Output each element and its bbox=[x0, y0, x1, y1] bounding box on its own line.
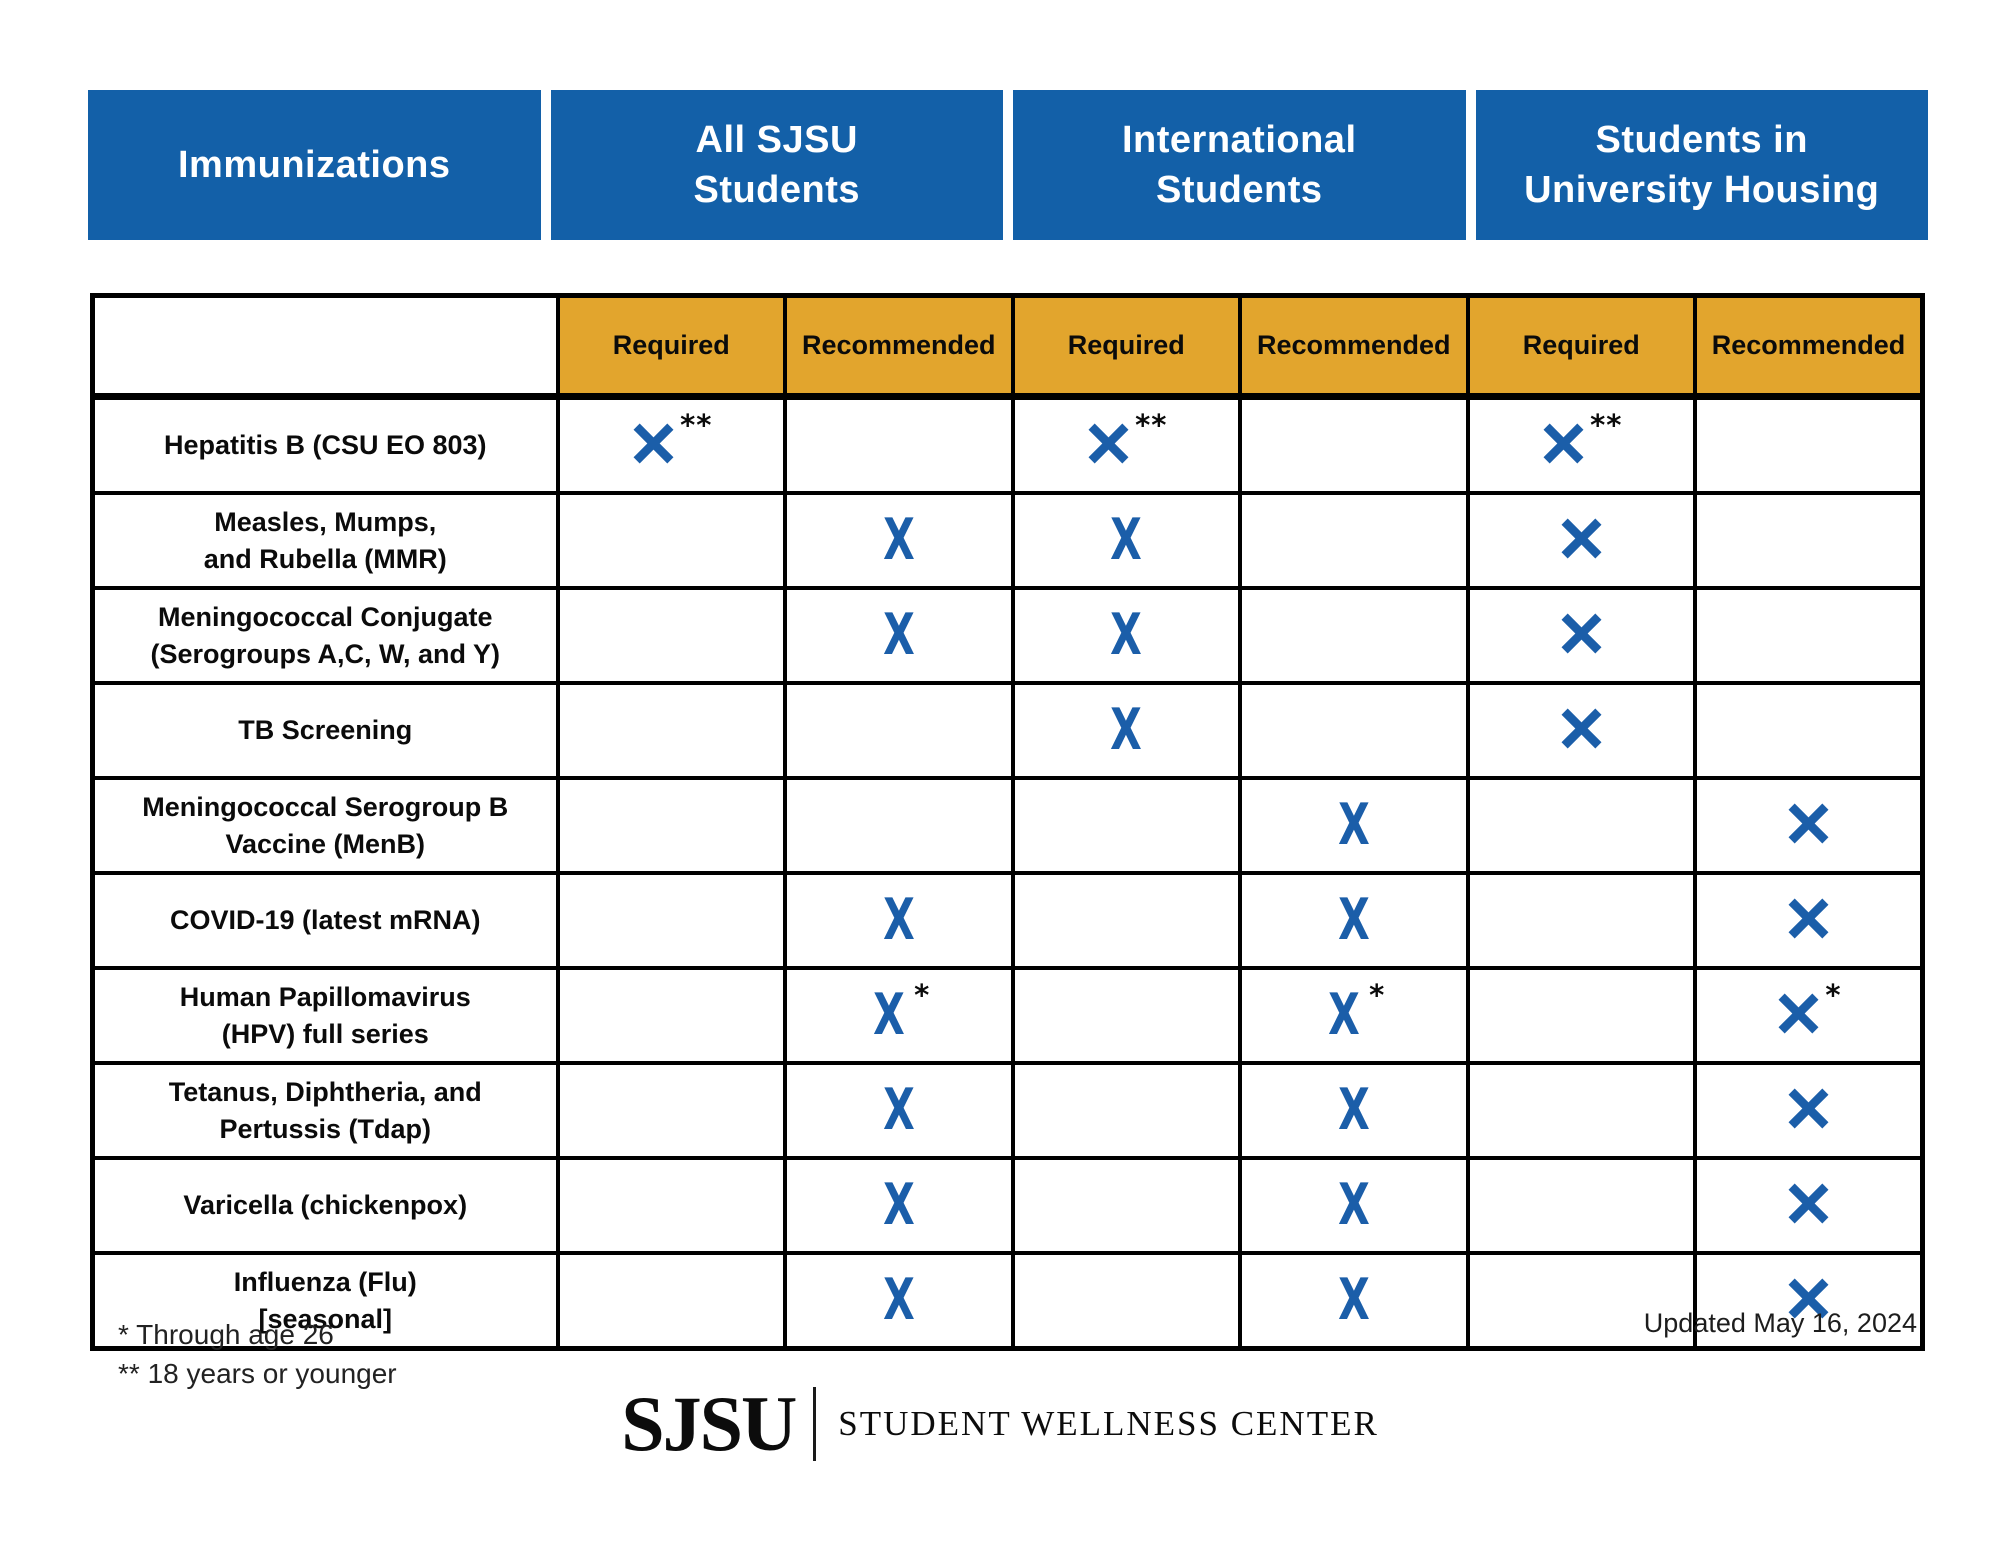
logo-divider bbox=[813, 1387, 816, 1461]
mark-cell bbox=[1013, 683, 1241, 778]
mark-cell bbox=[1468, 588, 1696, 683]
footnote-marker: * bbox=[914, 977, 931, 1012]
mark-cell bbox=[1240, 968, 1468, 1063]
row-label bbox=[93, 683, 558, 778]
heavy-x-icon bbox=[1558, 515, 1605, 562]
x-mark-icon bbox=[877, 601, 921, 668]
column-header-recommended-international: Recommended bbox=[1240, 296, 1468, 397]
row-label-line: COVID-19 (latest mRNA) bbox=[169, 905, 481, 936]
mark-cell bbox=[1240, 683, 1468, 778]
footnote-marker: ** bbox=[1590, 407, 1623, 442]
heavy-x-icon bbox=[1558, 610, 1605, 657]
mark-cell bbox=[1240, 1158, 1468, 1253]
mark-cell bbox=[1468, 1158, 1696, 1253]
mark-cell bbox=[558, 493, 786, 588]
mark-cell bbox=[1013, 1063, 1241, 1158]
narrow-x-icon: X bbox=[873, 981, 905, 1048]
narrow-x-icon: X bbox=[1337, 1266, 1370, 1333]
x-mark-icon bbox=[1540, 407, 1623, 467]
sjsu-wellness-logo bbox=[0, 1380, 2000, 1467]
table-row bbox=[93, 683, 1923, 778]
row-label-line: Vaccine (MenB) bbox=[225, 828, 426, 859]
banner-all-sjsu-students bbox=[551, 90, 1004, 240]
row-label-line: Meningococcal Serogroup B bbox=[142, 792, 509, 823]
banner-university-housing-students bbox=[1476, 90, 1929, 240]
narrow-x-icon: X bbox=[882, 1076, 915, 1143]
heavy-x-icon bbox=[1558, 705, 1605, 752]
mark-cell bbox=[785, 873, 1013, 968]
banner-label: All SJSU bbox=[695, 118, 858, 161]
x-mark-icon bbox=[1104, 506, 1148, 573]
footnote-marker: ** bbox=[680, 407, 713, 442]
mark-cell bbox=[1013, 588, 1241, 683]
narrow-x-icon: X bbox=[882, 601, 915, 668]
column-header-required-all: Required bbox=[558, 296, 786, 397]
x-mark-icon bbox=[1775, 977, 1842, 1037]
column-header-recommended-housing: Recommended bbox=[1695, 296, 1923, 397]
mark-cell bbox=[1240, 873, 1468, 968]
row-label bbox=[93, 873, 558, 968]
narrow-x-icon: X bbox=[1337, 886, 1370, 953]
table-row bbox=[93, 1063, 1923, 1158]
table-row bbox=[93, 873, 1923, 968]
banner-label: Students in bbox=[1595, 118, 1808, 161]
x-mark-icon bbox=[630, 407, 713, 467]
x-mark-icon bbox=[877, 1266, 921, 1333]
banner-label: International bbox=[1121, 118, 1357, 161]
row-label bbox=[93, 1063, 558, 1158]
narrow-x-icon: X bbox=[1337, 791, 1370, 858]
table-row bbox=[93, 1158, 1923, 1253]
x-mark-icon bbox=[1558, 610, 1605, 657]
mark-cell bbox=[558, 1253, 786, 1349]
mark-cell bbox=[1468, 397, 1696, 494]
table-row bbox=[93, 397, 1923, 494]
table-row bbox=[93, 968, 1923, 1063]
table-row bbox=[93, 493, 1923, 588]
row-label bbox=[93, 493, 558, 588]
row-label bbox=[93, 778, 558, 873]
x-mark-icon bbox=[1104, 696, 1148, 763]
mark-cell bbox=[785, 1063, 1013, 1158]
banner-label: Students bbox=[693, 169, 861, 211]
row-label-line: (HPV) full series bbox=[221, 1018, 429, 1049]
x-mark-icon bbox=[877, 1076, 921, 1143]
banner-label: University Housing bbox=[1524, 169, 1880, 211]
narrow-x-icon: X bbox=[1337, 1076, 1370, 1143]
banner-label: Students bbox=[1155, 169, 1323, 211]
x-mark-icon bbox=[1085, 407, 1168, 467]
mark-cell bbox=[1468, 778, 1696, 873]
narrow-x-icon: X bbox=[882, 1266, 915, 1333]
mark-cell bbox=[1695, 1063, 1923, 1158]
x-mark-icon bbox=[867, 977, 931, 1048]
column-header-required-housing: Required bbox=[1468, 296, 1696, 397]
mark-cell bbox=[1695, 397, 1923, 494]
footnote-marker: * bbox=[1369, 977, 1386, 1012]
mark-cell bbox=[1695, 873, 1923, 968]
x-mark-icon bbox=[1785, 895, 1832, 942]
mark-cell bbox=[1013, 968, 1241, 1063]
footnote-double-asterisk: ** 18 years or younger bbox=[118, 1358, 397, 1389]
mark-cell bbox=[558, 778, 786, 873]
narrow-x-icon: X bbox=[1110, 601, 1143, 668]
narrow-x-icon: X bbox=[1328, 981, 1360, 1048]
mark-cell bbox=[785, 968, 1013, 1063]
mark-cell bbox=[1468, 1063, 1696, 1158]
banner-label: Immunizations bbox=[177, 143, 451, 186]
mark-cell bbox=[558, 397, 786, 494]
row-label-line: and Rubella (MMR) bbox=[203, 543, 447, 574]
heavy-x-icon bbox=[1785, 895, 1832, 942]
row-label bbox=[93, 1158, 558, 1253]
sjsu-logo-text: SJSU bbox=[621, 1380, 796, 1467]
table-subheader-row bbox=[93, 296, 1923, 397]
column-header-recommended-all: Recommended bbox=[785, 296, 1013, 397]
x-mark-icon bbox=[1785, 800, 1832, 847]
heavy-x-icon bbox=[1540, 420, 1587, 467]
mark-cell bbox=[1695, 778, 1923, 873]
mark-cell bbox=[1240, 493, 1468, 588]
x-mark-icon bbox=[1558, 705, 1605, 752]
heavy-x-icon bbox=[630, 420, 677, 467]
mark-cell bbox=[785, 397, 1013, 494]
mark-cell bbox=[1468, 683, 1696, 778]
narrow-x-icon: X bbox=[1110, 506, 1143, 573]
banner-international-students bbox=[1013, 90, 1466, 240]
mark-cell bbox=[558, 588, 786, 683]
mark-cell bbox=[1013, 397, 1241, 494]
mark-cell bbox=[1695, 588, 1923, 683]
mark-cell bbox=[558, 968, 786, 1063]
footnote-marker: ** bbox=[1135, 407, 1168, 442]
mark-cell bbox=[1695, 683, 1923, 778]
immunization-table bbox=[90, 293, 1925, 1351]
narrow-x-icon: X bbox=[1337, 1171, 1370, 1238]
x-mark-icon bbox=[1558, 515, 1605, 562]
x-mark-icon bbox=[1332, 791, 1376, 858]
mark-cell bbox=[1240, 588, 1468, 683]
mark-cell bbox=[1013, 1253, 1241, 1349]
row-label-line: Hepatitis B (CSU EO 803) bbox=[163, 430, 487, 461]
row-label-line: Varicella (chickenpox) bbox=[183, 1190, 468, 1221]
mark-cell bbox=[785, 588, 1013, 683]
mark-cell bbox=[785, 1158, 1013, 1253]
mark-cell bbox=[558, 683, 786, 778]
header-banners bbox=[88, 90, 1928, 240]
x-mark-icon bbox=[1332, 886, 1376, 953]
mark-cell bbox=[1013, 1158, 1241, 1253]
empty-corner-cell bbox=[93, 296, 558, 397]
row-label-line: (Serogroups A,C, W, and Y) bbox=[150, 638, 501, 669]
mark-cell bbox=[1468, 968, 1696, 1063]
row-label bbox=[93, 968, 558, 1063]
narrow-x-icon: X bbox=[882, 886, 915, 953]
mark-cell bbox=[1468, 493, 1696, 588]
x-mark-icon bbox=[877, 1171, 921, 1238]
table-row bbox=[93, 778, 1923, 873]
mark-cell bbox=[1013, 873, 1241, 968]
updated-date: Updated May 16, 2024 bbox=[1643, 1308, 1917, 1338]
x-mark-icon bbox=[1322, 977, 1386, 1048]
row-label-line: TB Screening bbox=[238, 715, 413, 746]
x-mark-icon bbox=[877, 506, 921, 573]
x-mark-icon bbox=[1785, 1180, 1832, 1227]
x-mark-icon bbox=[1104, 601, 1148, 668]
banner-immunizations bbox=[88, 90, 541, 240]
row-label-line: Influenza (Flu) bbox=[233, 1267, 417, 1298]
heavy-x-icon bbox=[1785, 800, 1832, 847]
x-mark-icon bbox=[1332, 1076, 1376, 1143]
mark-cell bbox=[558, 873, 786, 968]
mark-cell bbox=[1695, 968, 1923, 1063]
mark-cell bbox=[1240, 1253, 1468, 1349]
row-label-line: Pertussis (Tdap) bbox=[219, 1113, 432, 1144]
table-row bbox=[93, 588, 1923, 683]
mark-cell bbox=[1013, 778, 1241, 873]
requirements-table bbox=[90, 293, 1925, 1351]
row-label-line: Human Papillomavirus bbox=[179, 982, 471, 1013]
mark-cell bbox=[1695, 1158, 1923, 1253]
heavy-x-icon bbox=[1775, 990, 1822, 1037]
row-label-line: Meningococcal Conjugate bbox=[157, 602, 493, 633]
mark-cell bbox=[1240, 1063, 1468, 1158]
row-label-line: Measles, Mumps, bbox=[214, 507, 437, 538]
mark-cell bbox=[1240, 397, 1468, 494]
row-label bbox=[93, 397, 558, 494]
narrow-x-icon: X bbox=[882, 1171, 915, 1238]
column-header-required-international: Required bbox=[1013, 296, 1241, 397]
narrow-x-icon: X bbox=[882, 506, 915, 573]
mark-cell bbox=[558, 1063, 786, 1158]
mark-cell bbox=[558, 1158, 786, 1253]
wellness-center-text: STUDENT WELLNESS CENTER bbox=[838, 1404, 1379, 1443]
mark-cell bbox=[785, 493, 1013, 588]
mark-cell bbox=[1240, 778, 1468, 873]
mark-cell bbox=[1468, 873, 1696, 968]
mark-cell bbox=[1013, 493, 1241, 588]
mark-cell bbox=[785, 683, 1013, 778]
x-mark-icon bbox=[1332, 1266, 1376, 1333]
footnote-marker: * bbox=[1825, 977, 1842, 1012]
heavy-x-icon bbox=[1085, 420, 1132, 467]
heavy-x-icon bbox=[1785, 1180, 1832, 1227]
footnote-asterisk: * Through age 26 bbox=[118, 1319, 334, 1350]
row-label-line: Tetanus, Diphtheria, and bbox=[168, 1077, 482, 1108]
mark-cell bbox=[1695, 493, 1923, 588]
mark-cell bbox=[785, 778, 1013, 873]
x-mark-icon bbox=[1785, 1085, 1832, 1132]
x-mark-icon bbox=[1332, 1171, 1376, 1238]
row-label-line: [seasonal] bbox=[258, 1303, 393, 1334]
row-label bbox=[93, 588, 558, 683]
x-mark-icon bbox=[877, 886, 921, 953]
heavy-x-icon bbox=[1785, 1085, 1832, 1132]
narrow-x-icon: X bbox=[1110, 696, 1143, 763]
mark-cell bbox=[785, 1253, 1013, 1349]
